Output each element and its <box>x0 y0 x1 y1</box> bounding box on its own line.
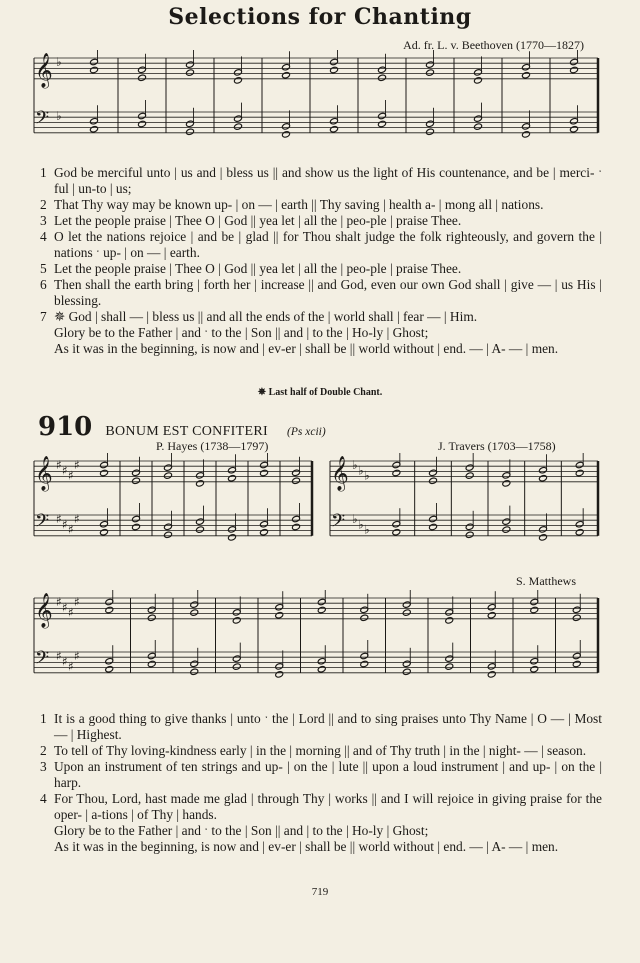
half-note <box>275 671 284 678</box>
half-note <box>100 469 109 476</box>
half-note <box>402 609 411 616</box>
half-note <box>572 614 581 621</box>
hymn-header <box>38 412 326 442</box>
page-title: Selections for Chanting <box>168 4 472 30</box>
half-note <box>570 66 579 73</box>
half-note <box>474 77 483 84</box>
verse-number: 3 <box>40 213 47 228</box>
hymn910-music-score-top <box>30 453 605 568</box>
verse <box>40 261 602 277</box>
half-note <box>164 531 173 538</box>
half-note <box>90 125 99 132</box>
verse <box>40 743 602 759</box>
half-note <box>90 66 99 73</box>
verse <box>40 325 602 341</box>
half-note <box>392 528 401 535</box>
half-note <box>539 474 548 481</box>
half-note <box>105 665 114 672</box>
half-note <box>575 528 584 535</box>
half-note <box>474 123 483 130</box>
half-note <box>105 606 114 613</box>
verse-number: 1 <box>40 711 47 726</box>
verse-number <box>40 839 54 855</box>
sharp-icon: ♯ <box>56 512 62 527</box>
verse <box>40 711 602 743</box>
half-note <box>138 74 147 81</box>
half-note <box>275 611 284 618</box>
sharp-icon: ♯ <box>62 517 68 532</box>
half-note <box>465 531 474 538</box>
half-note <box>330 125 339 132</box>
verse-number <box>40 823 54 839</box>
verse <box>40 277 602 309</box>
verse-number: 1 <box>40 165 47 180</box>
half-note <box>426 69 435 76</box>
half-note <box>138 120 147 127</box>
half-note <box>522 131 531 138</box>
composer-travers: J. Travers (1703—1758) <box>438 439 556 453</box>
flat-icon: ♭ <box>352 512 358 527</box>
verse-text: Let the people praise | Thee O | God || yea let | all the | peo-ple | praise Thee. <box>54 213 462 228</box>
half-note <box>282 71 291 78</box>
sharp-icon: ♯ <box>68 605 74 620</box>
hymn-title: BONUM EST CONFITERI <box>105 424 268 439</box>
verse-number: 3 <box>40 759 47 774</box>
sharp-icon: ♯ <box>56 595 62 610</box>
sharp-icon: ♯ <box>56 649 62 664</box>
treble-clef-icon: 𝄞 <box>35 456 53 491</box>
verse-text: To tell of Thy loving-kindness early | in the | morning || and of Thy truth | in the | night- — | season. <box>54 743 587 758</box>
verse-number: 4 <box>40 229 47 244</box>
verse-number: 7 <box>40 309 47 324</box>
half-note <box>228 474 237 481</box>
verse-text: God be merciful unto | us and | bless us || and show us the light of His countenance, and be | merci- ˑ ful | un-to | us; <box>54 165 602 196</box>
half-note <box>378 120 387 127</box>
half-note <box>292 523 301 530</box>
verse <box>40 165 602 197</box>
half-note <box>530 606 539 613</box>
half-note <box>445 663 454 670</box>
verse-number <box>40 341 54 357</box>
half-note <box>232 617 241 624</box>
verse-number: 5 <box>40 261 47 276</box>
hymn-number: 910 <box>38 412 93 442</box>
verse-text: Upon an instrument of ten strings and up- | on the | lute || upon a loud instrument | and up- | on the | harp. <box>54 759 602 790</box>
half-note <box>426 128 435 135</box>
flat-icon: ♭ <box>56 109 62 124</box>
verse <box>40 229 602 261</box>
half-note <box>487 671 496 678</box>
half-note <box>429 523 438 530</box>
verse-number: 2 <box>40 197 47 212</box>
half-note <box>522 71 531 78</box>
treble-clef-icon: 𝄞 <box>331 456 349 491</box>
half-note <box>402 668 411 675</box>
chant1-attribution: Ad. fr. L. v. Beethoven (1770—1827) <box>403 38 584 52</box>
verse-text: It is a good thing to give thanks | unto ˑ the | Lord || and to sing praises unto Thy Name | O — | Most — | Highest. <box>54 711 602 742</box>
verse-text: As it was in the beginning, is now and | ev-er | shall be || world without | end. — | A- — | men. <box>54 341 559 356</box>
half-note <box>539 534 548 541</box>
half-note <box>445 617 454 624</box>
page-number: 719 <box>311 886 329 898</box>
composer-matthews: S. Matthews <box>516 574 576 588</box>
treble-clef-icon: 𝄞 <box>35 53 53 88</box>
sharp-icon: ♯ <box>74 649 80 664</box>
verse <box>40 839 602 855</box>
verse-text: Glory be to the Father | and ˑ to the | Son || and | to the | Ho-ly | Ghost; <box>54 823 429 838</box>
half-note <box>502 526 511 533</box>
verse-text: For Thou, Lord, hast made me glad | through Thy | works || and I will rejoice in giving praise for the oper- | a-tions | of Thy | hands. <box>54 791 602 822</box>
sharp-icon: ♯ <box>74 512 80 527</box>
half-note <box>360 614 369 621</box>
half-note <box>190 668 199 675</box>
composer-hayes: P. Hayes (1738—1797) <box>156 439 269 453</box>
half-note <box>530 665 539 672</box>
half-note <box>317 665 326 672</box>
half-note <box>186 69 195 76</box>
verse <box>40 213 602 229</box>
half-note <box>234 123 243 130</box>
hymn910-verses <box>40 711 602 855</box>
verse-text: ✵ God | shall — | bless us || and all the ends of the | world shall | fear — | Him. <box>54 309 478 324</box>
half-note <box>100 528 109 535</box>
half-note <box>572 660 581 667</box>
flat-icon: ♭ <box>352 458 358 473</box>
flat-icon: ♭ <box>364 468 370 483</box>
half-note <box>164 472 173 479</box>
verse <box>40 791 602 823</box>
half-note <box>378 74 387 81</box>
hymn910-music-score-bottom <box>30 590 605 705</box>
treble-clef-icon: 𝄞 <box>35 593 53 628</box>
half-note <box>575 469 584 476</box>
half-note <box>132 523 141 530</box>
half-note <box>132 477 141 484</box>
half-note <box>465 472 474 479</box>
sharp-icon: ♯ <box>68 522 74 537</box>
sharp-icon: ♯ <box>68 659 74 674</box>
chant1-footnote: ✵ Last half of Double Chant. <box>257 387 383 398</box>
half-note <box>234 77 243 84</box>
bass-clef-icon: 𝄢 <box>35 511 50 536</box>
half-note <box>196 526 205 533</box>
verse-text: Glory be to the Father | and ˑ to the | Son || and | to the | Ho-ly | Ghost; <box>54 325 429 340</box>
sharp-icon: ♯ <box>68 468 74 483</box>
sharp-icon: ♯ <box>74 595 80 610</box>
verse-number: 4 <box>40 791 47 806</box>
sharp-icon: ♯ <box>74 458 80 473</box>
bass-clef-icon: 𝄢 <box>331 511 346 536</box>
verse-text: That Thy way may be known up- | on — | earth || Thy saving | health a- | mong all | nations. <box>54 197 544 212</box>
verse-text: As it was in the beginning, is now and | ev-er | shall be || world without | end. — | A- — | men. <box>54 839 559 854</box>
half-note <box>228 534 237 541</box>
verse <box>40 759 602 791</box>
verse <box>40 309 602 325</box>
verse <box>40 341 602 357</box>
verse-text: O let the nations rejoice | and be | glad || for Thou shalt judge the folk righteously, and govern the | nations ˑ up- | on — | earth. <box>54 229 602 260</box>
half-note <box>147 614 156 621</box>
half-note <box>260 528 269 535</box>
chant1-verses <box>40 165 602 357</box>
bass-clef-icon: 𝄢 <box>35 648 50 673</box>
flat-icon: ♭ <box>358 463 364 478</box>
half-note <box>190 609 199 616</box>
half-note <box>570 125 579 132</box>
half-note <box>147 660 156 667</box>
flat-icon: ♭ <box>56 55 62 70</box>
half-note <box>232 663 241 670</box>
half-note <box>487 611 496 618</box>
flat-icon: ♭ <box>364 522 370 537</box>
half-note <box>317 606 326 613</box>
verse-number <box>40 325 54 341</box>
half-note <box>260 469 269 476</box>
half-note <box>502 480 511 487</box>
sharp-icon: ♯ <box>62 654 68 669</box>
half-note <box>360 660 369 667</box>
hymn-reference: (Ps xcii) <box>287 426 326 438</box>
half-note <box>330 66 339 73</box>
verse <box>40 197 602 213</box>
sharp-icon: ♯ <box>56 458 62 473</box>
sharp-icon: ♯ <box>62 600 68 615</box>
half-note <box>429 477 438 484</box>
verse-text: Let the people praise | Thee O | God || yea let | all the | peo-ple | praise Thee. <box>54 261 462 276</box>
bass-clef-icon: 𝄢 <box>35 108 50 133</box>
sharp-icon: ♯ <box>62 463 68 478</box>
half-note <box>392 469 401 476</box>
verse-number: 6 <box>40 277 47 292</box>
flat-icon: ♭ <box>358 517 364 532</box>
half-note <box>292 477 301 484</box>
verse-number: 2 <box>40 743 47 758</box>
verse-text: Then shall the earth bring | forth her | increase || and God, even our own God shall | give — | us His | blessing. <box>54 277 602 308</box>
half-note <box>186 128 195 135</box>
chant1-music-score <box>30 50 605 165</box>
verse <box>40 823 602 839</box>
half-note <box>282 131 291 138</box>
half-note <box>196 480 205 487</box>
